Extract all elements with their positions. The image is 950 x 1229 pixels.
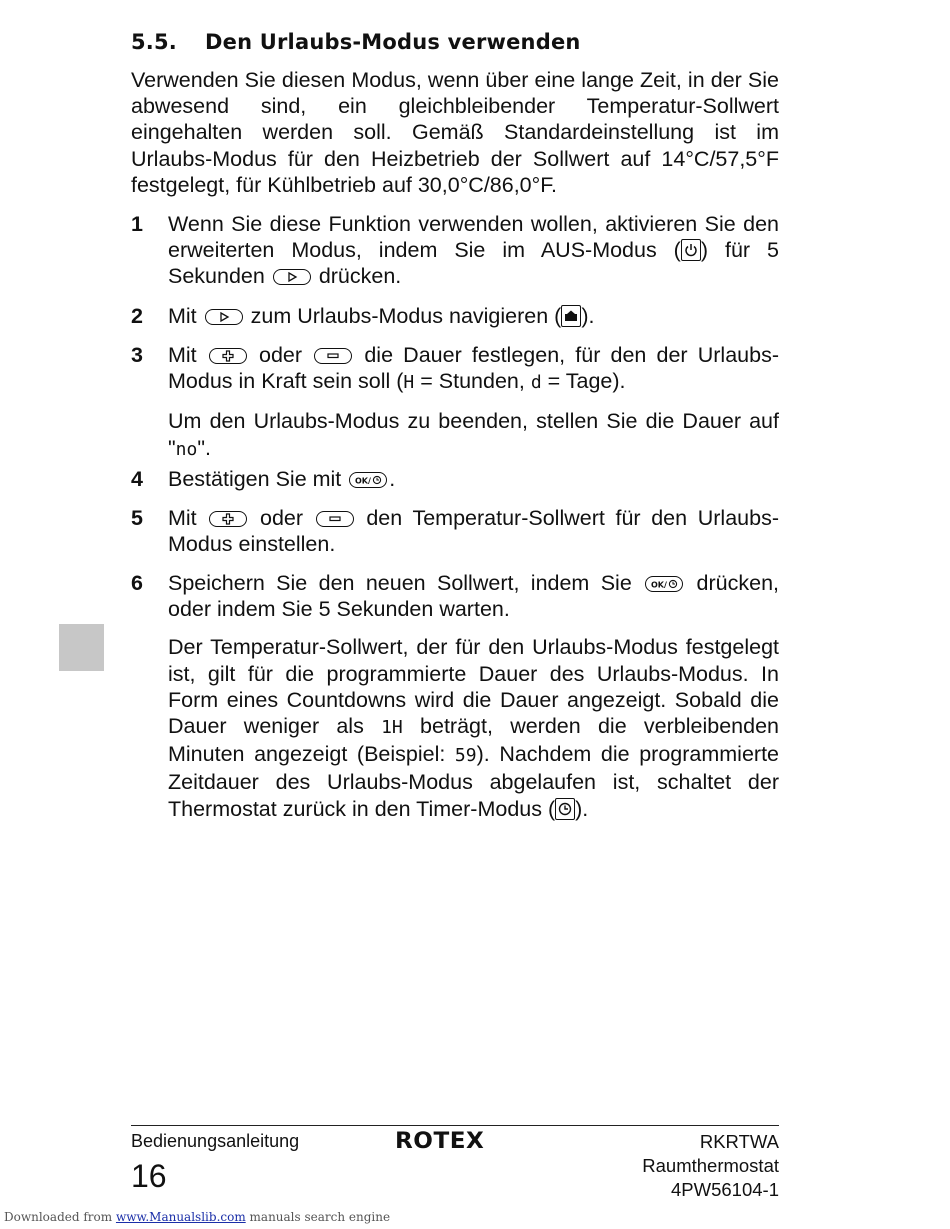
intro-paragraph: Verwenden Sie diesen Modus, wenn über eine lange Zeit, in der Sie abwesend sind, ein gleichbleibender Temperatur-Sollwert eingehalten werden soll. Gemäß Standardeinstellung ist im Urlaubs-Modus für den Heizbetrieb der Sollwert auf 14°C/57,5°F festgelegt, für Kühlbetrieb auf 30,0°C/86,0°F. [131,68,779,197]
seg-1h: 1H [381,717,403,739]
suitcase-icon [561,305,581,327]
section-title: Den Urlaubs-Modus verwenden [205,30,581,54]
right-arrow-key-icon [205,309,243,325]
step-note: Der Temperatur-Sollwert, der für den Urlaubs-Modus festgelegt ist, gilt für die programmierte Dauer des Urlaubs-Modus. In Form eines Countdowns wird die Dauer angezeigt. Sobald die Dauer weniger als 1H beträgt, werden die verbleibenden Minuten angezeigt (Beispiel: 59). Nachdem die programmierte Zeitdauer des Urlaubs-Modus abgelaufen ist, schaltet der Thermostat zurück in den Timer-Modus ( ). [168,635,779,821]
step-number: 4 [131,467,143,491]
brand-logo: ROTEX [395,1129,485,1154]
minus-key-icon [316,511,354,527]
step-number: 3 [131,343,143,367]
step-5 [131,505,779,557]
ok-key-icon [349,472,387,488]
footer-model: RKRTWA [699,1131,779,1152]
step-text: Mit oder den Temperatur-Sollwert für den Urlaubs-Modus einstellen. [168,506,779,557]
seg-days: d [530,372,542,394]
step-number: 6 [131,571,143,595]
power-icon [681,239,701,261]
step-4 [131,466,779,492]
page-number: 16 [131,1158,167,1194]
seg-hours: H [403,372,415,394]
step-number: 2 [131,304,143,328]
step-3 [131,342,779,463]
step-2 [131,303,779,329]
step-text: Bestätigen Sie mit OK/ . [168,467,396,491]
svg-text:OK/: OK/ [355,476,372,486]
footer-doc-number: 4PW56104-1 [671,1178,779,1200]
plus-key-icon [209,348,247,364]
step-text: Mit zum Urlaubs-Modus navigieren ( ). [168,304,595,328]
footer-divider [131,1125,779,1126]
download-notice: Downloaded from www.Manualslib.com manuals search engine [4,1210,391,1224]
ok-key-icon [645,576,683,592]
plus-key-icon [209,511,247,527]
clock-icon [555,798,575,820]
svg-text:OK/: OK/ [651,580,668,590]
footer-product-info [642,1130,779,1201]
step-note: Um den Urlaubs-Modus zu beenden, stellen Sie die Dauer auf "no". [168,409,779,460]
step-number: 1 [131,212,143,236]
footer-doc-type: Bedienungsanleitung [131,1131,300,1151]
section-number: 5.5. [131,30,177,54]
step-text: Wenn Sie diese Funktion verwenden wollen, aktivieren Sie den erweiterten Modus, indem Sie im AUS-Modus ( ) für 5 Sekunden drücken. [168,212,779,289]
step-6 [131,570,779,822]
minus-key-icon [314,348,352,364]
seg-59: 59 [454,745,477,767]
step-number: 5 [131,506,143,530]
seg-no: no [175,438,198,460]
section-heading [131,30,581,54]
step-1 [131,211,779,290]
right-arrow-key-icon [273,269,311,285]
step-text: Speichern Sie den neuen Sollwert, indem Sie OK/ drücken, oder indem Sie 5 Sekunden warten. [168,571,779,622]
footer-product: Raumthermostat [642,1154,779,1176]
step-text: Mit oder die Dauer festlegen, für den der Urlaubs-Modus in Kraft sein soll (H = Stunden, d = Tage). [168,343,779,394]
chapter-tab [59,624,104,671]
manualslib-link[interactable]: www.Manualslib.com [115,1210,246,1224]
